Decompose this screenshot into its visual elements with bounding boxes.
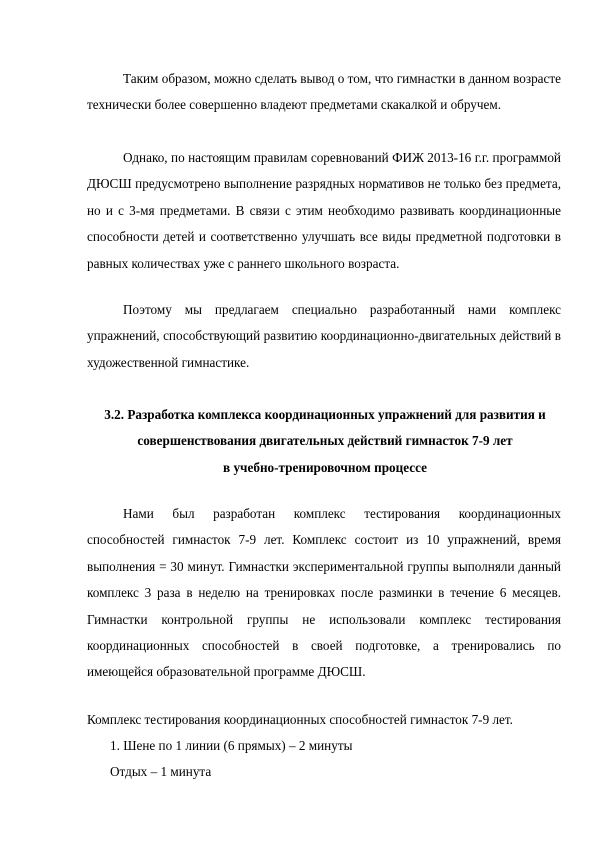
list-item-rest-1: Отдых – 1 минута xyxy=(110,764,212,779)
paragraph-complex-description: Нами был разработан комплекс тестирования координационных способностей гимнасток 7-9 лет. Комплекс состоит из 10 упражнений, время выполнения = 30 минут. Гимнастки экспериментальной группы выполняли данный комплекс 3 раза в неделю на тренировках после разминки в течение 6 месяцев. Гимнастки контрольной группы не использовали комплекс тестирования координационных способностей в своей подготовке, а тренировались по имеющейся образовательной программе ДЮСШ. xyxy=(87,506,561,680)
paragraph-proposal: Поэтому мы предлагаем специально разработанный нами комплекс упражнений, способствующий развитию координационно-двигательных действий в художественной гимнастике. xyxy=(87,302,561,370)
section-heading xyxy=(60,402,590,481)
section-heading-line-2: совершенствования двигательных действий гимнасток 7-9 лет xyxy=(137,433,513,449)
list-title: Комплекс тестирования координационных способностей гимнасток 7-9 лет. xyxy=(87,712,513,727)
section-heading-line-3: в учебно-тренировочном процессе xyxy=(223,459,427,475)
paragraph-rules: Однако, по настоящим правилам соревнований ФИЖ 2013-16 г.г. программой ДЮСШ предусмотрено выполнение разрядных нормативов не только без предмета, но и с 3-мя предметами. В связи с этим необходимо развивать координационные способности детей и соответственно улучшать все виды предметной подготовки в равных количествах уже с раннего школьного возраста. xyxy=(87,150,561,271)
list-item-1: 1. Шене по 1 линии (6 прямых) – 2 минуты xyxy=(110,738,353,753)
paragraph-conclusion: Таким образом, можно сделать вывод о том, что гимнастки в данном возрасте технически более совершенно владеют предметами скакалкой и обручем. xyxy=(87,71,561,113)
section-heading-line-1: 3.2. Разработка комплекса координационных упражнений для развития и xyxy=(104,407,546,422)
